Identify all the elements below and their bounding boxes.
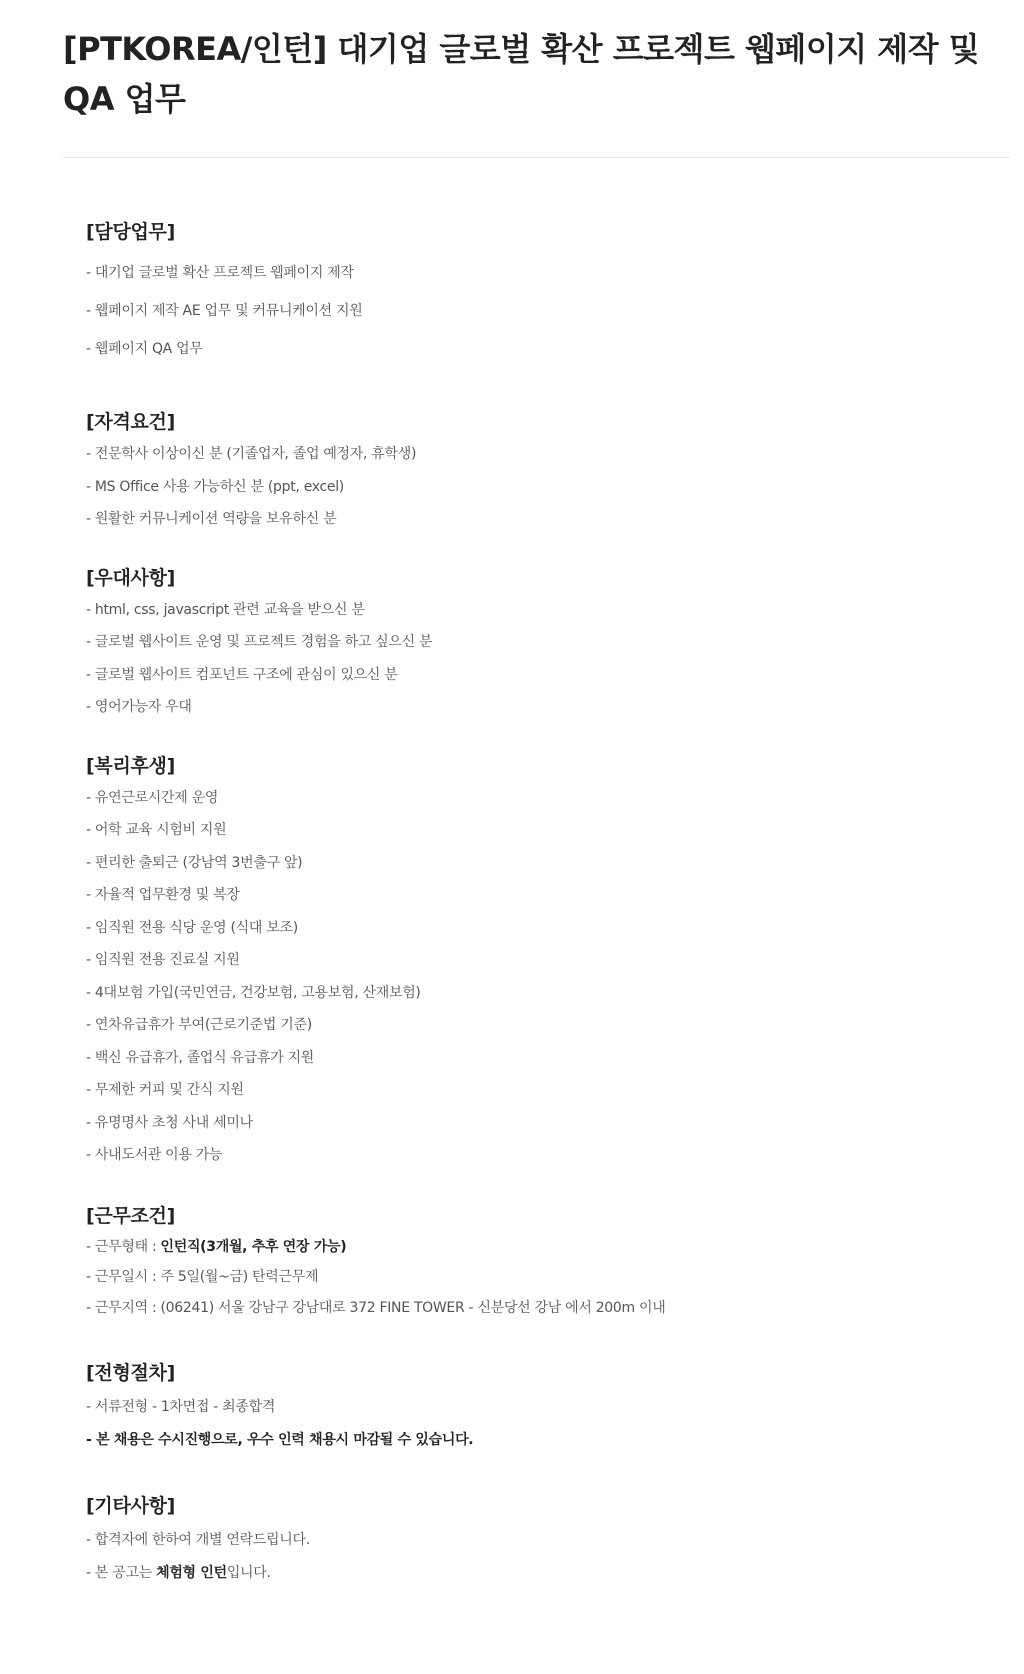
job-description bbox=[86, 218, 1006, 1589]
section-title-etc: [기타사항] bbox=[86, 1495, 175, 1517]
intern-type-prefix: - 본 공고는 bbox=[86, 1564, 157, 1581]
list-item: - 임직원 전용 진료실 지원 bbox=[86, 952, 240, 968]
section-title-process: [전형절차] bbox=[86, 1362, 175, 1384]
list-item: - 무제한 커피 및 간식 지원 bbox=[86, 1082, 244, 1098]
list-item: - 근무지역 : (06241) 서울 강남구 강남대로 372 FINE TOWER - 신분당선 강남 에서 200m 이내 bbox=[86, 1299, 666, 1316]
section-title-duties: [담당업무] bbox=[86, 221, 175, 243]
section-preferences bbox=[86, 564, 1006, 724]
title-divider bbox=[63, 157, 1010, 158]
list-item: - 자율적 업무환경 및 복장 bbox=[86, 887, 240, 903]
intern-type-suffix: 입니다. bbox=[226, 1564, 271, 1581]
section-qualifications bbox=[86, 408, 1006, 536]
list-item: - 웹페이지 QA 업무 bbox=[86, 341, 203, 357]
welfare-list bbox=[86, 782, 1006, 1172]
section-title-conditions: [근무조건] bbox=[86, 1204, 175, 1227]
list-item: - 편리한 출퇴근 (강남역 3번출구 앞) bbox=[86, 854, 303, 871]
section-conditions bbox=[86, 1202, 1006, 1324]
intern-type-value: 체험형 인턴 bbox=[156, 1564, 227, 1581]
list-item: - 영어가능자 우대 bbox=[86, 699, 192, 715]
qualifications-list bbox=[86, 438, 1006, 536]
section-title-qualifications: [자격요건] bbox=[86, 411, 175, 433]
contact-notice: - 합격자에 한하여 개별 연락드립니다. bbox=[86, 1532, 310, 1548]
list-item: - 임직원 전용 식당 운영 (식대 보조) bbox=[86, 919, 298, 936]
list-item: - 글로벌 웹사이트 컴포넌트 구조에 관심이 있으신 분 bbox=[86, 666, 398, 683]
list-item: - 유명명사 초청 사내 세미나 bbox=[86, 1114, 253, 1131]
work-type-label: - 근무형태 : bbox=[86, 1238, 161, 1255]
list-item: - 웹페이지 제작 AE 업무 및 커뮤니케이션 지원 bbox=[86, 303, 363, 319]
list-item: - 사내도서관 이용 가능 bbox=[86, 1147, 223, 1163]
page-title: [PTKOREA/인턴] 대기업 글로벌 확산 프로젝트 웹페이지 제작 및 QA 업무 bbox=[63, 30, 980, 118]
section-welfare bbox=[86, 752, 1006, 1172]
list-item: - 연차유급휴가 부여(근로기준법 기준) bbox=[86, 1017, 312, 1033]
conditions-list bbox=[86, 1232, 1006, 1324]
list-item: - 유연근로시간제 운영 bbox=[86, 789, 219, 806]
list-item: - 근무일시 : 주 5일(월~금) 탄력근무제 bbox=[86, 1269, 319, 1285]
preferences-list bbox=[86, 594, 1006, 724]
list-item: - 글로벌 웹사이트 운영 및 프로젝트 경험을 하고 싶으신 분 bbox=[86, 634, 433, 650]
list-item: - html, css, javascript 관련 교육을 받으신 분 bbox=[86, 601, 365, 618]
rolling-recruitment-notice: - 본 채용은 수시진행으로, 우수 인력 채용시 마감될 수 있습니다. bbox=[86, 1431, 474, 1448]
work-type-value: 인턴직(3개월, 추후 연장 가능) bbox=[160, 1238, 347, 1255]
list-item: - 대기업 글로벌 확산 프로젝트 웹페이지 제작 bbox=[86, 265, 354, 281]
intern-type-notice bbox=[86, 1557, 1006, 1590]
duties-list bbox=[86, 254, 1006, 368]
list-item: - 원활한 커뮤니케이션 역량을 보유하신 분 bbox=[86, 511, 337, 527]
list-item: - 4대보험 가입(국민연금, 건강보험, 고용보험, 산재보험) bbox=[86, 984, 421, 1001]
section-title-welfare: [복리후생] bbox=[86, 754, 175, 777]
section-title-preferences: [우대사항] bbox=[86, 566, 175, 589]
section-duties bbox=[86, 218, 1006, 368]
section-etc bbox=[86, 1492, 1006, 1589]
list-item: - 전문학사 이상이신 분 (기졸업자, 졸업 예정자, 휴학생) bbox=[86, 446, 417, 462]
section-process bbox=[86, 1359, 1006, 1456]
list-item: - MS Office 사용 가능하신 분 (ppt, excel) bbox=[86, 478, 344, 495]
list-item: - 어학 교육 시험비 지원 bbox=[86, 822, 227, 838]
process-list bbox=[86, 1391, 1006, 1456]
work-type-item bbox=[86, 1232, 1006, 1263]
process-steps: - 서류전형 - 1차면접 - 최종합격 bbox=[86, 1399, 276, 1415]
list-item: - 백신 유급휴가, 졸업식 유급휴가 지원 bbox=[86, 1049, 315, 1066]
etc-list bbox=[86, 1524, 1006, 1589]
